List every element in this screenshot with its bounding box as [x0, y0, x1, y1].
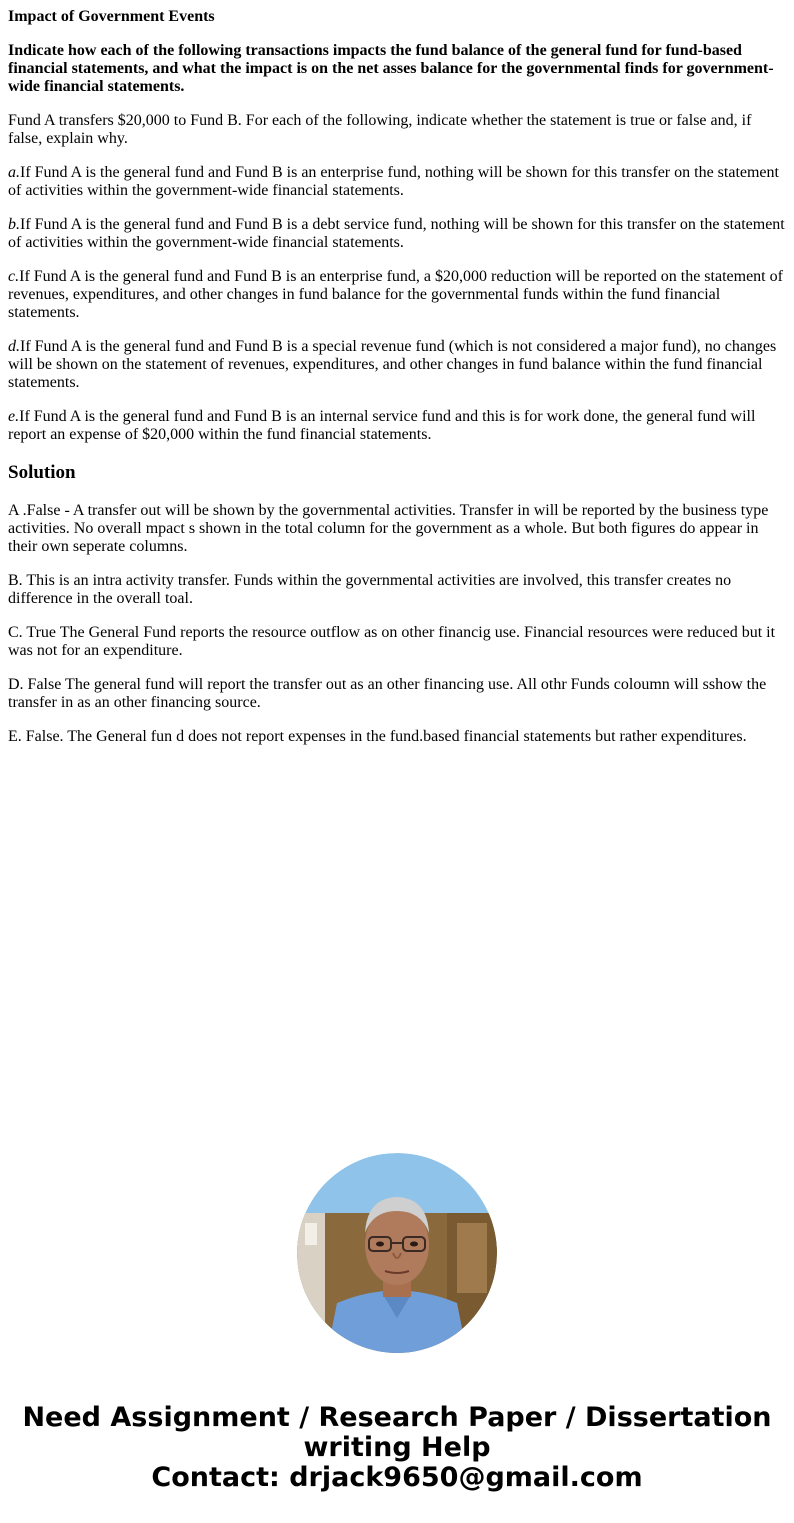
item-letter: a. [8, 164, 20, 181]
item-text: If Fund A is the general fund and Fund B is a debt service fund, nothing will be shown for this transfer on the statement of activities within the government-wide financial statements. [8, 216, 785, 251]
item-letter: c. [8, 268, 20, 285]
item-letter: b. [8, 216, 20, 233]
question-item-d [8, 338, 786, 392]
person-photo-icon [297, 1153, 497, 1353]
item-text: If Fund A is the general fund and Fund B is an enterprise fund, nothing will be shown for this transfer on the statement of activities within the government-wide financial statements. [8, 164, 779, 199]
document-content [8, 8, 786, 762]
solution-answer-a: A .False - A transfer out will be shown by the governmental activities. Transfer in will be reported by the business type activities. No overall mpact s shown in the total column for the government as a whole. But both figures do appear in their own seperate columns. [8, 502, 769, 555]
question-item-a [8, 164, 786, 200]
solution-answer-d: D. False The general fund will report the transfer out as an other financing use. All othr Funds coloumn will sshow the transfer in as an other financing source. [8, 676, 767, 711]
question-item-b [8, 216, 786, 252]
promo-line-1: Need Assignment / Research Paper / Dissertation [22, 1402, 772, 1433]
solution-answer-e: E. False. The General fun d does not report expenses in the fund.based financial statements but rather expenditures. [8, 728, 747, 745]
item-text: If Fund A is the general fund and Fund B is an enterprise fund, a $20,000 reduction will be reported on the statement of revenues, expenditures, and other changes in fund balance for the governmental funds within the fund financial statements. [8, 268, 783, 321]
question-intro: Fund A transfers $20,000 to Fund B. For each of the following, indicate whether the statement is true or false and, if false, explain why. [8, 112, 752, 147]
item-letter: d. [8, 338, 20, 355]
solution-answer-c: C. True The General Fund reports the resource outflow as on other financig use. Financial resources were reduced but it was not for an expenditure. [8, 624, 776, 659]
item-text: If Fund A is the general fund and Fund B is a special revenue fund (which is not considered a major fund), no changes will be shown on the statement of revenues, expenditures, and other changes in fund balance within the fund financial statements. [8, 338, 777, 391]
solution-answer-b: B. This is an intra activity transfer. Funds within the governmental activities are involved, this transfer creates no difference in the overall toal. [8, 572, 732, 607]
item-text: If Fund A is the general fund and Fund B is an internal service fund and this is for work done, the general fund will report an expense of $20,000 within the fund financial statements. [8, 408, 756, 443]
question-title: Impact of Government Events [8, 8, 215, 25]
item-letter: e. [8, 408, 20, 425]
solution-heading: Solution [8, 462, 76, 483]
question-instructions: Indicate how each of the following transactions impacts the fund balance of the general fund for fund-based financial statements, and what the impact is on the net asses balance for the governmental finds for government-wide financial statements. [8, 42, 774, 95]
question-item-e [8, 408, 786, 444]
promo-contact: Contact: drjack9650@gmail.com [151, 1462, 643, 1493]
promo-banner [0, 1403, 794, 1493]
avatar [297, 1153, 497, 1353]
question-item-c [8, 268, 786, 322]
promo-line-2: writing Help [303, 1432, 491, 1463]
